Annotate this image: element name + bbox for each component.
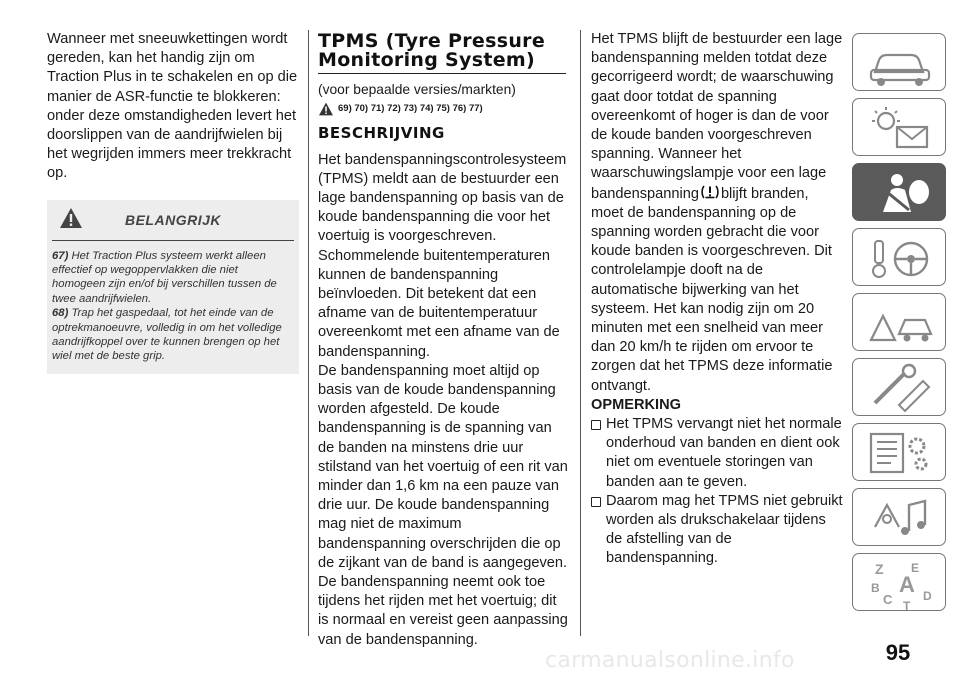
note-text: Trap het gaspedaal, tot het einde van de optrekmanoeuvre, volledig in om het volledige aandrijfkoppel over te kunnen brengen op het wiel met de beste grip.: [52, 307, 282, 363]
column-middle: [318, 30, 570, 650]
index-letter: Z: [875, 561, 884, 577]
tab-emergency[interactable]: [852, 293, 946, 351]
watermark: carmanualsonline.info: [545, 648, 795, 673]
tab-multimedia[interactable]: [852, 488, 946, 546]
column-divider: [308, 30, 309, 636]
subsection-heading: BESCHRIJVING: [318, 124, 445, 143]
tab-index[interactable]: [852, 553, 946, 611]
index-letter: B: [871, 581, 880, 595]
tab-car[interactable]: [852, 33, 946, 91]
tab-starting-driving[interactable]: [852, 228, 946, 286]
index-icon: [853, 554, 947, 612]
note-heading: OPMERKING: [591, 396, 681, 413]
warning-box: [47, 200, 299, 374]
multimedia-icon: [853, 489, 947, 547]
page-number: 95: [885, 640, 911, 665]
note-bullet: [591, 492, 843, 569]
index-letter: T: [903, 599, 911, 612]
warning-triangle-icon: [318, 102, 334, 116]
index-letter: A: [899, 572, 915, 597]
bullet-text: Het TPMS vervangt niet het normale onderhoud van banden en dient ook niet om eventuele storingen van banden aan te geven.: [606, 416, 842, 490]
airbag-seatbelt-icon: [853, 164, 947, 222]
tech-data-icon: [853, 424, 947, 482]
paragraph-end: blijft branden, moet de bandenspanning op de spanning worden gebracht die voor koude banden is voorgeschreven. Dit controlelampje dooft na de automatische bijwerking van het systeem. Het kan nodig zijn om 20 minuten met een snelheid van meer dan 20 km/h te rijden om ervoor te zorgen dat het TPMS deze informatie ontvangt.: [591, 185, 833, 394]
warning-title: BELANGRIJK: [124, 211, 221, 228]
column-right: [591, 30, 843, 569]
column-divider: [580, 30, 581, 636]
column-left: [47, 30, 299, 374]
tyre-pressure-warning-icon: [701, 184, 719, 200]
reference-numbers: 69) 70) 71) 72) 73) 74) 75) 76) 77): [338, 103, 483, 115]
bullet-square-icon: [591, 497, 601, 507]
note-number: 68): [52, 307, 69, 320]
bullet-text: Daarom mag het TPMS niet gebruikt worden als drukschakelaar tijdens de afstelling van de bandenspanning.: [606, 492, 843, 567]
tab-technical-data[interactable]: [852, 423, 946, 481]
maintenance-icon: [853, 359, 947, 417]
warning-note: [52, 249, 294, 307]
warning-notes: [52, 240, 294, 364]
section-title: TPMS (Tyre Pressure Monitoring System): [318, 30, 546, 71]
intro-paragraph: Wanneer met sneeuwkettingen wordt gereden, kan het handig zijn om Traction Plus in te schakelen en op die manier de ASR-functie te blokkeren: onder deze omstandigheden levert het doorslippen van de aandrijfwielen bij het wegrijden immers meer trekkracht op.: [47, 31, 298, 182]
car-icon: [853, 34, 947, 92]
warning-note: [52, 306, 294, 364]
note-bullet: [591, 415, 843, 492]
title-underline: [318, 73, 566, 74]
index-letter: C: [883, 592, 893, 607]
body-paragraph: De bandenspanning neemt ook toe tijdens het rijden met het voertuig; dit is normaal en vereist geen aanpassing van de bandenspanning.: [318, 574, 568, 648]
paragraph-start: Het TPMS blijft de bestuurder een lage bandenspanning melden totdat deze gecorrigeerd wordt; de waarschuwing gaat door totdat de spanning overeenkomt of hoger is dan de voor de koude banden voorgeschreven spanning. Wanneer het waarschuwingslampje voor een lage bandenspanning: [591, 31, 843, 202]
tab-maintenance[interactable]: [852, 358, 946, 416]
bullet-square-icon: [591, 420, 601, 430]
note-number: 67): [52, 249, 69, 262]
body-paragraph: [591, 30, 843, 396]
warning-lights-icon: [853, 99, 947, 157]
index-letter: E: [911, 561, 920, 575]
index-letter: D: [923, 589, 932, 603]
warning-header: [47, 200, 299, 240]
body-paragraph: De bandenspanning moet altijd op basis van de koude bandenspanning worden afgesteld. De koude bandenspanning is de spanning van de banden na minstens drie uur stilstand van het voertuig of een rit van minder dan 1,6 km na een pauze van drie uur. De koude bandenspanning mag niet de maximum bandenspanning overschrijden die op de zijkant van de band is aangegeven.: [318, 362, 568, 571]
key-steering-icon: [853, 229, 947, 287]
body-paragraph: Het bandenspanningscontrolesysteem (TPMS) meldt aan de bestuurder een lage bandenspanning op basis van de koude bandenspanning die voor het voertuig is voorgeschreven. Schommelende buitentemperaturen kunnen de bandenspanning beïnvloeden. Dit betekent dat een afname van de buitentemperatuur overeenkomt met een afname van de bandenspanning.: [318, 151, 567, 360]
tab-warning-lights[interactable]: [852, 98, 946, 156]
note-text: Het Traction Plus systeem werkt alleen effectief op wegoppervlakken die niet homogeen zijn en/of bij verschillen tussen de twee aandrijfwielen.: [52, 249, 277, 305]
tab-safety[interactable]: [852, 163, 946, 221]
section-subtitle: (voor bepaalde versies/markten): [318, 82, 516, 97]
warning-references: [318, 99, 570, 118]
breakdown-icon: [853, 294, 947, 352]
